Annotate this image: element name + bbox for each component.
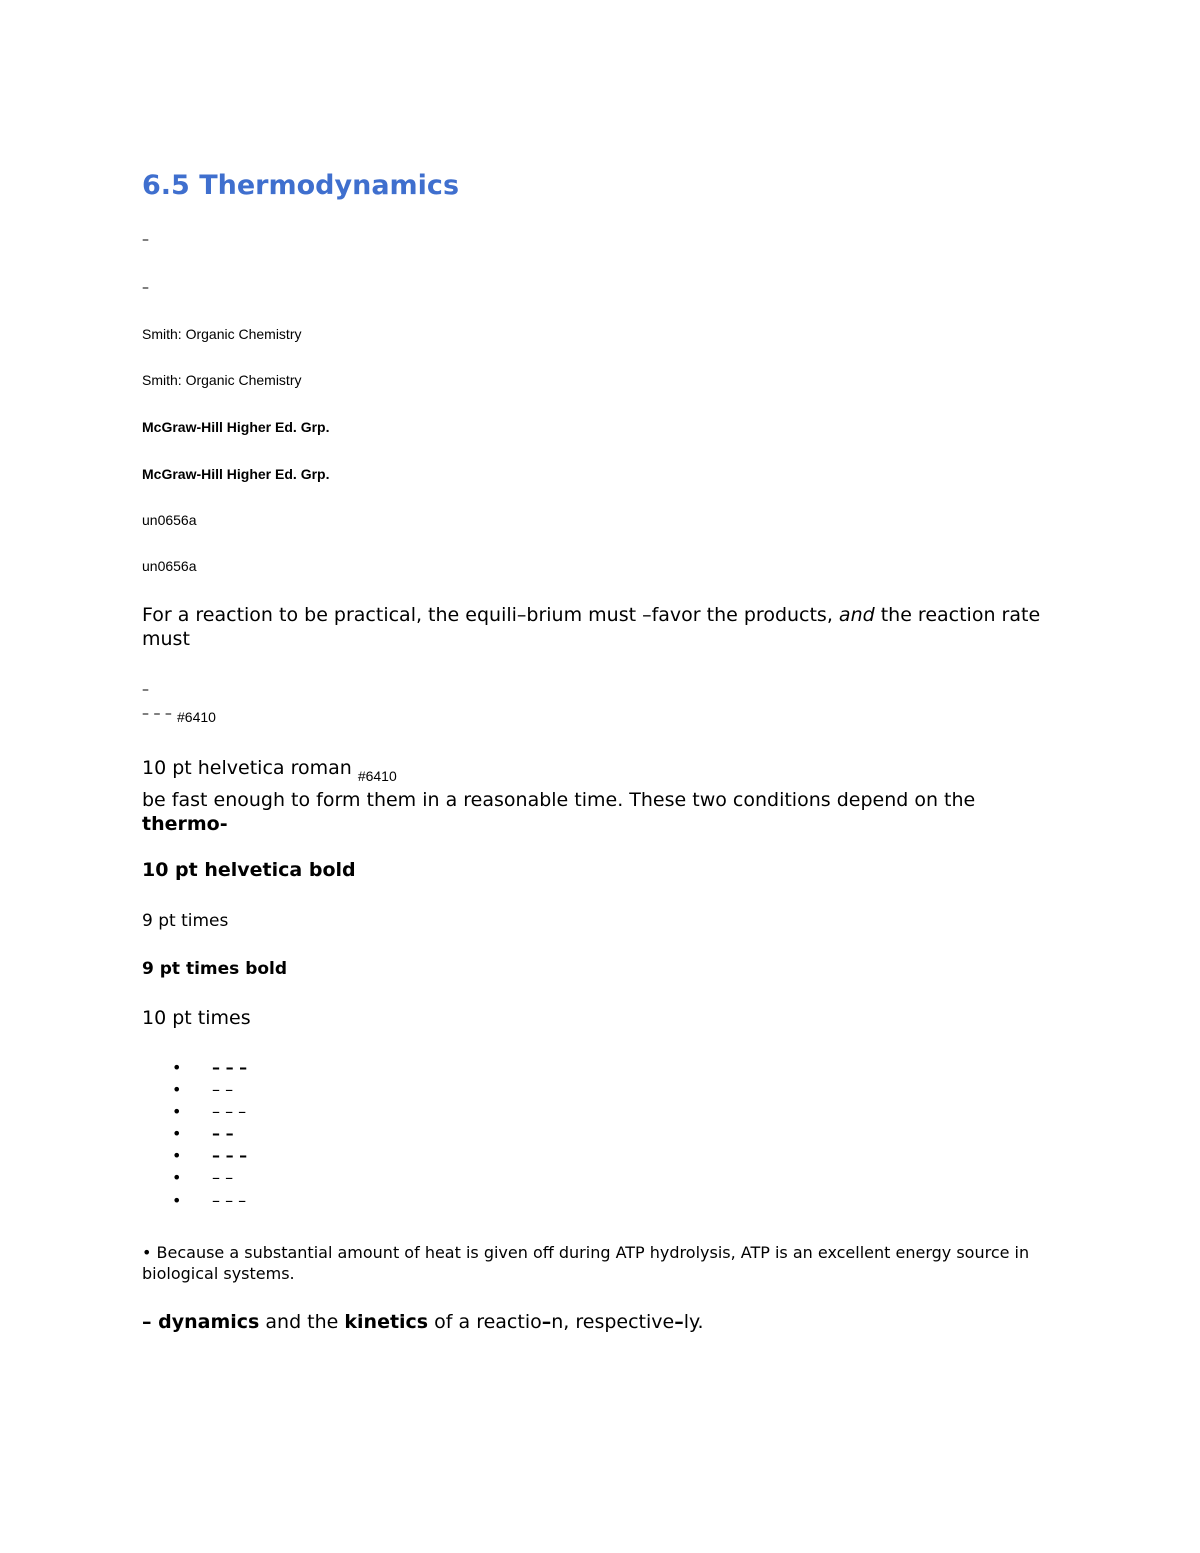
dash-line: – (142, 682, 149, 698)
list-item (172, 1058, 247, 1077)
book-title: Smith: Organic Chemistry (142, 372, 302, 388)
paragraph-text: the reaction rate must (142, 604, 1041, 650)
bullet-marker: • (172, 1146, 182, 1165)
paragraph-bold: thermo- (142, 813, 228, 835)
paragraph-equilibrium (142, 603, 1042, 651)
list-item-text: – – (212, 1124, 234, 1143)
bullet-marker: • (172, 1080, 182, 1099)
font-spec-text: 10 pt helvetica roman (142, 757, 352, 779)
code-label: #6410 (357, 768, 397, 784)
list-item-text: – – – (212, 1102, 247, 1121)
book-title: Smith: Organic Chemistry (142, 326, 302, 342)
bullet-marker: • (172, 1191, 182, 1210)
final-text: and the (259, 1311, 345, 1333)
final-dash: – (541, 1311, 552, 1333)
font-spec-9times: 9 pt times (142, 911, 229, 931)
list-item-text: – – – (212, 1058, 248, 1077)
section-heading: 6.5 Thermodynamics (142, 170, 460, 201)
list-item-text: – – – (212, 1191, 247, 1210)
list-item (172, 1191, 246, 1210)
list-item-text: – – (212, 1080, 234, 1099)
dash-code-row (142, 703, 216, 725)
term-dynamics: dynamics (158, 1311, 260, 1333)
paragraph-italic: and (838, 604, 875, 626)
dash-line: – (142, 232, 149, 248)
atp-note: • Because a substantial amount of heat is given off during ATP hydrolysis, ATP is an excellent energy source in biological systems. (142, 1243, 1030, 1283)
bullet-marker: • (172, 1058, 182, 1077)
paragraph-text: For a reaction to be practical, the equili–brium must –favor the products, (142, 604, 839, 626)
font-spec-bold: 10 pt helvetica bold (142, 859, 356, 881)
list-item (172, 1102, 246, 1121)
font-spec-9times-bold: 9 pt times bold (142, 959, 288, 979)
publisher: McGraw-Hill Higher Ed. Grp. (142, 466, 330, 482)
final-line (142, 1311, 704, 1333)
final-text: ly. (683, 1311, 704, 1333)
bullet-marker: • (172, 1168, 182, 1187)
list-item-text: – – (212, 1168, 234, 1187)
dash-line: – (142, 280, 149, 296)
term-kinetics: kinetics (344, 1311, 429, 1333)
code-label: #6410 (177, 709, 216, 725)
figure-id: un0656a (142, 558, 197, 574)
final-dash: – (142, 1311, 159, 1333)
publisher: McGraw-Hill Higher Ed. Grp. (142, 419, 330, 435)
paragraph-conditions (142, 788, 1042, 836)
bullet-marker: • (172, 1124, 182, 1143)
paragraph-text: be fast enough to form them in a reasonable time. These two conditions depend on the (142, 789, 976, 811)
final-dash: – (674, 1311, 684, 1333)
figure-id: un0656a (142, 512, 197, 528)
list-item-text: – – – (212, 1146, 248, 1165)
list-item (172, 1168, 233, 1187)
list-item (172, 1080, 233, 1099)
final-text: n, respective (551, 1311, 675, 1333)
font-spec-10times: 10 pt times (142, 1007, 251, 1029)
list-item (172, 1146, 247, 1165)
bullet-marker: • (172, 1102, 182, 1121)
list-item (172, 1124, 234, 1143)
font-spec-roman (142, 757, 397, 784)
final-text: of a reactio (428, 1311, 542, 1333)
dash-run: – – – (142, 706, 172, 722)
